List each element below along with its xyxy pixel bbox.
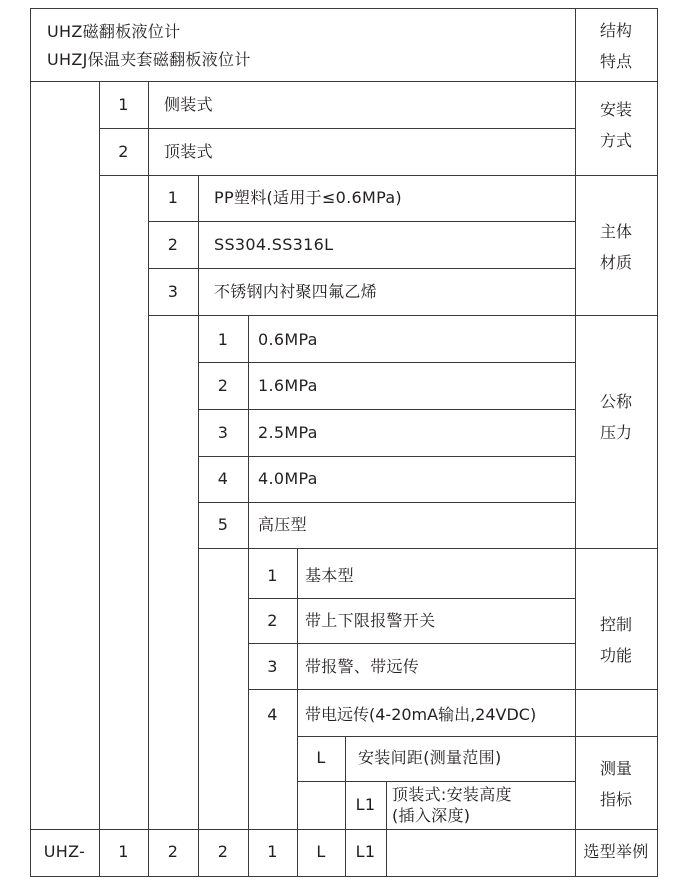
measure-label-l: 安装间距(测量范围) [358,748,502,767]
measure-code-l: L [316,748,326,767]
pressure-label-4: 4.0MPa [258,469,318,488]
mounting-side-label: 安装 方式 [599,100,632,150]
example-cell-pressure: 2 [217,842,229,861]
material-code-2: 2 [167,235,179,254]
measure-label-l1-line1: 顶装式:安装高度 [392,785,512,804]
control-code-1: 1 [267,566,278,585]
example-cell-material: 2 [167,842,179,861]
control-code-3: 3 [267,657,278,676]
pressure-side-label: 公称 压力 [599,392,632,442]
pressure-code-5: 5 [217,515,229,534]
measure-side-label: 测量 指标 [599,759,632,809]
rule [148,221,575,222]
control-label-2: 带上下限报警开关 [305,611,436,630]
material-code-3: 3 [167,282,179,301]
pressure-code-3: 3 [217,423,229,442]
rule [30,876,658,877]
measure-label-l1-line2: (插入深度) [392,806,471,825]
rule [198,502,575,503]
rule [30,81,658,82]
mounting-label-1: 侧装式 [164,95,213,114]
rule [297,548,298,689]
material-label-3: 不锈钢内衬聚四氟乙烯 [214,282,378,301]
control-label-3: 带报警、带远传 [305,657,420,676]
rule [198,362,575,363]
rule [248,689,658,690]
mounting-code-1: 1 [118,95,129,114]
example-cell-l1: L1 [355,842,376,861]
example-cell-l: L [316,842,326,861]
pressure-code-1: 1 [217,330,229,349]
material-label-2: SS304.SS316L [214,235,334,254]
rule [148,315,658,316]
pressure-label-3: 2.5MPa [258,423,318,442]
material-label-1: PP塑料(适用于≤0.6MPa) [214,188,402,207]
pressure-code-2: 2 [217,376,229,395]
pressure-label-1: 0.6MPa [258,330,318,349]
control-code-4: 4 [267,705,278,724]
control-label-1: 基本型 [305,566,354,585]
pressure-code-4: 4 [217,469,229,488]
example-cell-model: UHZ- [43,842,86,861]
control-label-4: 带电远传(4-20mA输出,24VDC) [305,705,537,724]
example-side-label: 选型举例 [583,842,649,861]
rule [198,409,575,410]
example-cell-control: 1 [267,842,278,861]
example-cell-mounting: 1 [118,842,129,861]
control-code-2: 2 [267,611,278,630]
pressure-label-2: 1.6MPa [258,376,318,395]
rule [99,81,100,876]
rule [198,315,199,876]
rule [198,456,575,457]
header-title-line1: UHZ磁翻板液位计 [47,22,181,41]
rule [198,175,199,315]
structure-label: 结构 特点 [599,21,632,71]
mounting-code-2: 2 [118,142,129,161]
pressure-label-5: 高压型 [258,515,307,534]
rule [198,548,658,549]
rule [297,781,575,782]
rule [30,8,658,9]
material-side-label: 主体 材质 [599,222,632,272]
control-side-label: 控制 功能 [599,615,632,665]
mounting-label-2: 顶装式 [164,142,213,161]
rule [30,8,31,877]
header-title-line2: UHZJ保温夹套磁翻板液位计 [47,50,251,69]
rule [148,268,575,269]
rule [148,81,149,175]
rule [99,128,575,129]
material-code-1: 1 [167,188,179,207]
rule [297,736,658,737]
rule [30,829,658,830]
measure-code-l1: L1 [355,795,376,814]
rule [248,315,249,548]
rule [386,781,387,876]
